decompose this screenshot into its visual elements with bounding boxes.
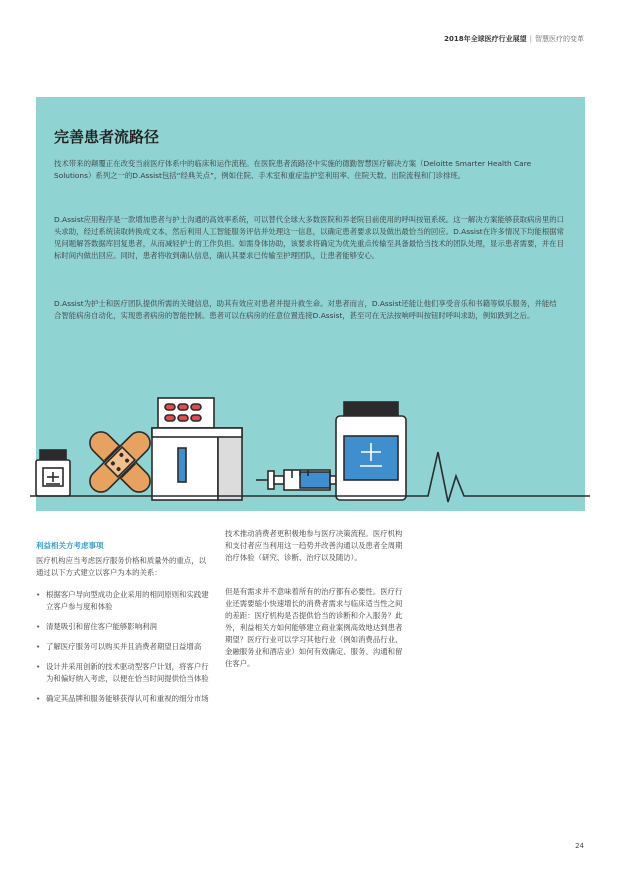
page-header [444, 34, 584, 44]
stakeholder-heading: 利益相关方考虑事项 [36, 541, 104, 550]
report-title: 2018年全球医疗行业展望 [444, 35, 527, 43]
list-item: • 设计并采用创新的技术驱动型客户计划，将客户行为和偏好纳入考虑，以便在恰当时间提供恰当体验 [36, 661, 210, 685]
stakeholder-list [36, 589, 210, 705]
list-item: • 清楚吸引和留住客户能够影响利润 [36, 621, 210, 633]
consumer-paragraph-2: 但是有需求并不意味着所有的治疗都有必要性。医疗行业还需要缩小快速增长的消费者需求与临床适当性之间的差距：医疗机构是否提供恰当的诊断和介入服务？此外，利益相关方如何能够建立商业案例高效地达到患者期望？医疗行业可以学习其他行业（例如消费品行业、金融服务业和酒店业）如何有效确定、服务、沟通和留住客户。 [225, 587, 403, 668]
medical-illustration [30, 392, 590, 504]
panel-paragraph-3: D.Assist为护士和医疗团队提供所需的关键信息，助其有效应对患者并提升救生命。对患者而言，D.Assist还能让他们享受音乐和书籍等娱乐服务，并能结合智能病房自动化，实现患者病房的智能控制。患者可以在病房的任意位置连接D.Assist，甚至可在无法按响呼叫按钮时呼叫求助，例如跌到之后。 [54, 299, 557, 320]
pill-bottle-icon [36, 450, 70, 496]
list-item: • 了解医疗服务可以购买并且消费者期望日益增高 [36, 641, 210, 653]
panel-paragraph-1: 技术带来的颠覆正在改变当前医疗体系中的临床和运作流程。在医院患者流路径中实施的德勤智慧医疗解决方案（Deloitte Smarter Health Care Solutions）系列之一的D.Assist包括“经典关点”，例如住院、手术室和重症监护室利用率、住院天数、出院流程和门诊排班。 [54, 159, 532, 180]
pill-box-icon [152, 398, 242, 500]
list-item: • 根据客户导向型成功企业采用的相同原则和实践建立客户参与度和体验 [36, 589, 210, 613]
consumer-section [225, 528, 405, 670]
panel-title: 完善患者流路径 [54, 128, 160, 146]
header-divider: | [529, 35, 532, 43]
bandage-icon [85, 427, 154, 496]
stakeholder-section [36, 540, 210, 713]
consumer-paragraph-1: 技术推动消费者更积极地参与医疗决策流程。医疗机构和支付者应当利用这一趋势并改善沟通以及患者全周期治疗体验（研究、诊断、治疗以及随访）。 [225, 529, 403, 562]
page-number: 24 [575, 842, 584, 850]
stakeholder-intro: 医疗机构应当考虑医疗服务价格和质量外的重点，以通过以下方式建立以客户为本的关系： [36, 556, 206, 577]
medicine-jar-icon [336, 402, 406, 500]
panel-paragraph-2: D.Assist应用程序是一款增加患者与护士沟通的高效率系统，可以替代全球大多数医院和养老院目前使用的呼叫按钮系统。这一解决方案能够获取病房里的口头求助，经过系统读取转换成文本，然后利用人工智能服务评估并处理这一信息，以确定患者要求以及做出最恰当的回应。D.Assist在许多情况下均能根据常见问题解答数据库回复患者，从而减轻护士的工作负担。如需身体协助，该要求将确定为优先重点传输至具备最恰当技术的团队处理，显示患者需要，并在目标时间内做出回应。同时，患者将收到确认信息，确认其要求已传输至护理团队，让患者能够安心。 [54, 215, 564, 260]
syringe-icon [256, 470, 348, 490]
list-item: • 确定其品牌和服务能够获得认可和重视的细分市场 [36, 693, 210, 705]
section-name: 智慧医疗的变革 [535, 35, 584, 43]
